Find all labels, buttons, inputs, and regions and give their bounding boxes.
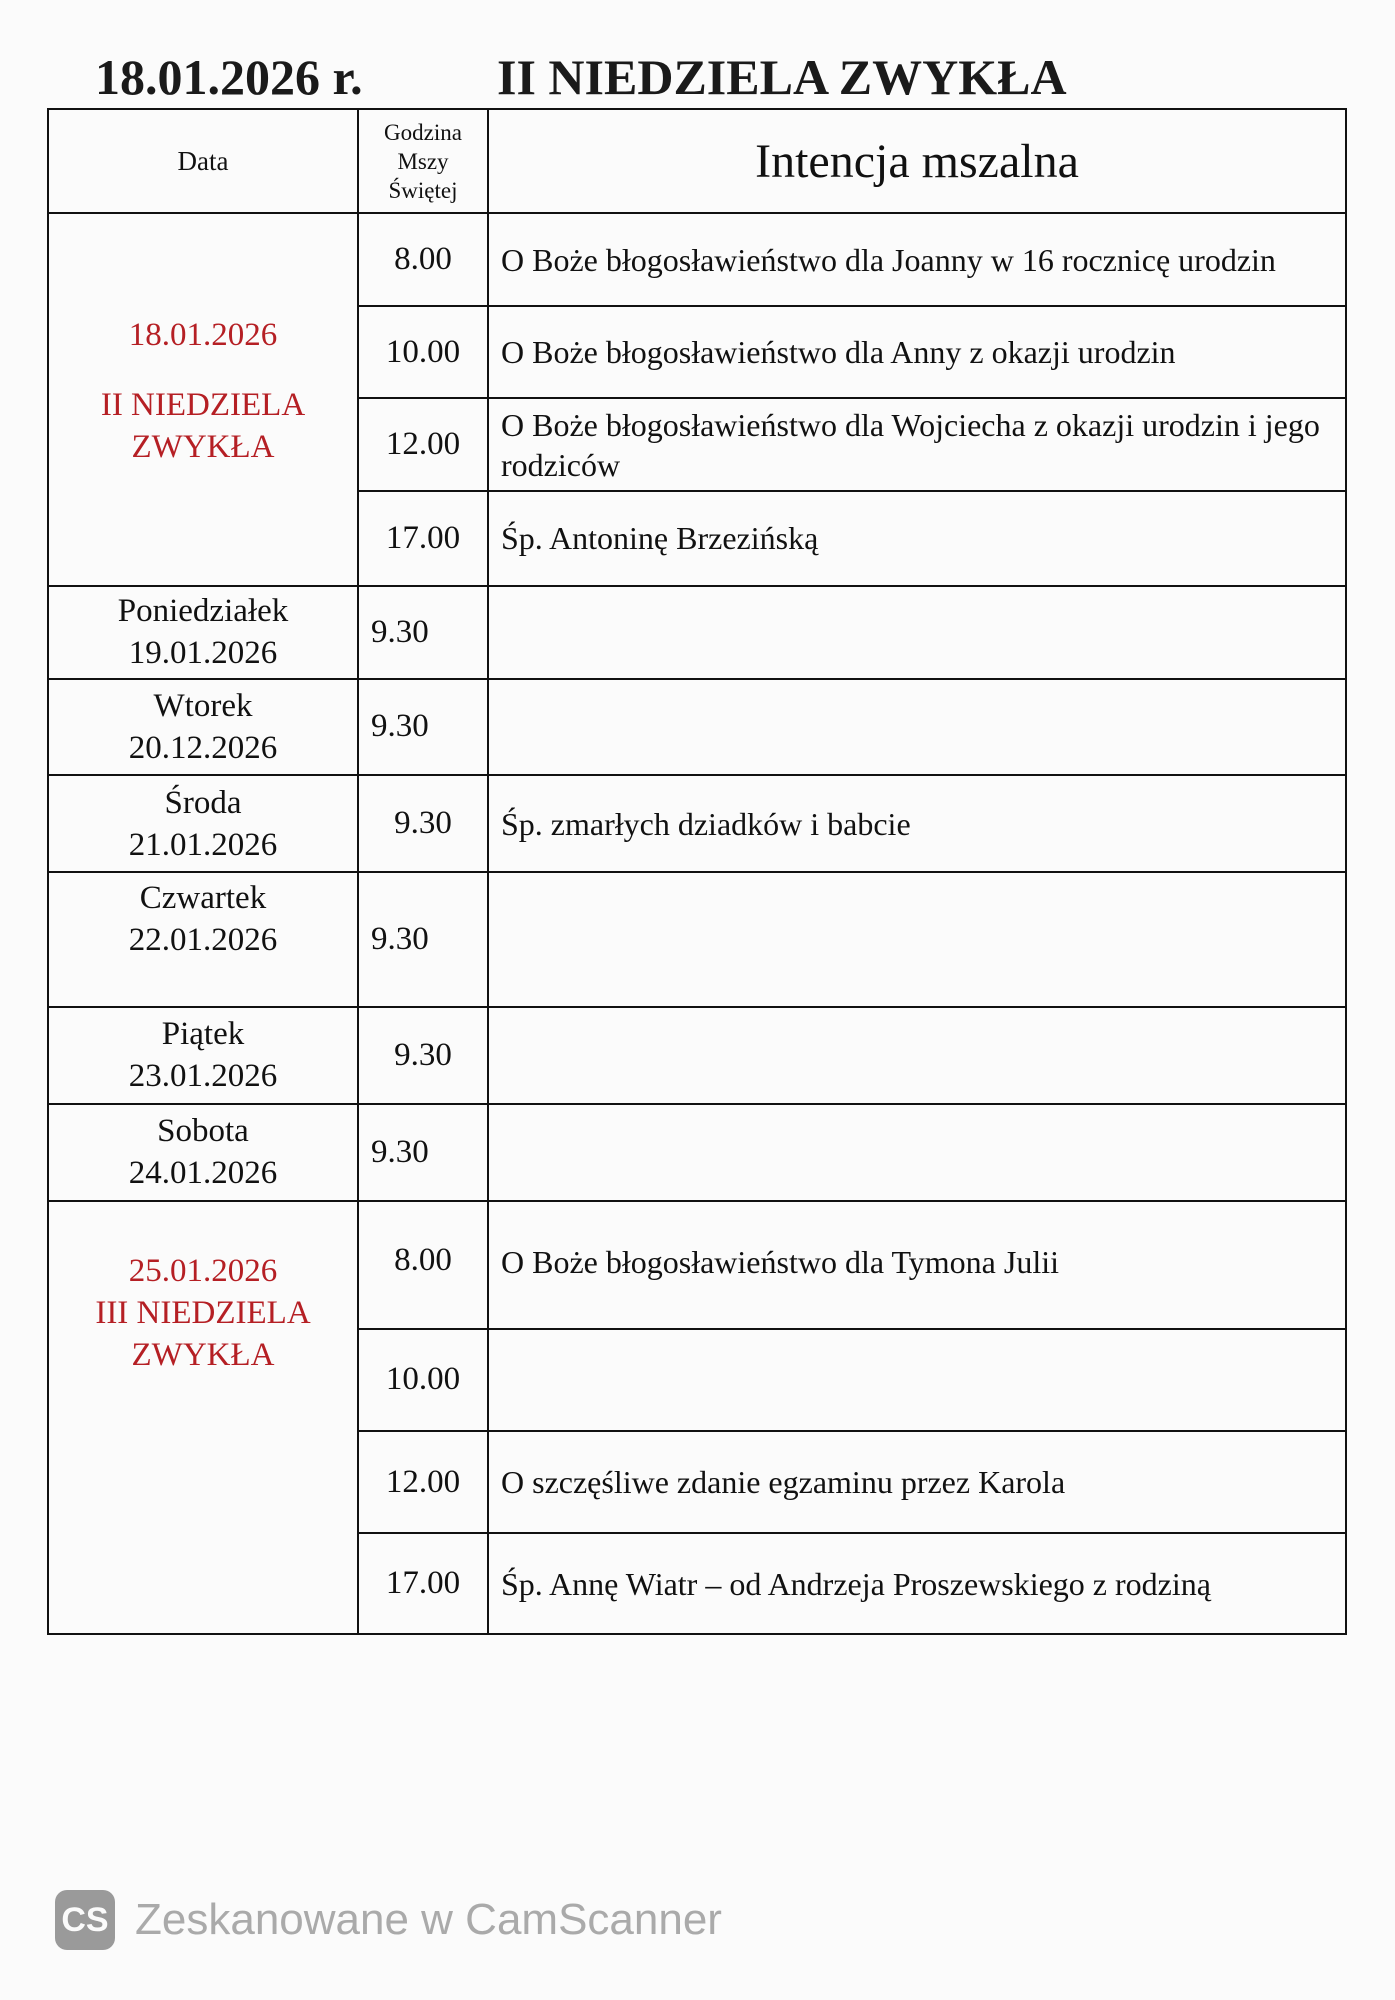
weekday-date: 22.01.2026 [128,922,278,959]
mass-time: 9.30 [358,775,488,872]
mass-time: 12.00 [358,1431,488,1533]
mass-time: 17.00 [358,491,488,586]
table-row [48,1104,1346,1201]
mass-intention [488,1329,1346,1431]
sunday2-date-cell [48,1201,358,1634]
col-header-time-line2: Mszy [397,148,449,174]
weekday-name: Środa [164,784,242,821]
weekday-name: Sobota [157,1113,249,1150]
weekday-date-cell [48,679,358,775]
col-header-time-line3: Świętej [388,177,458,203]
mass-time: 9.30 [358,1104,488,1201]
mass-time: 9.30 [358,872,488,1007]
weekday-date: 24.01.2026 [128,1155,278,1192]
weekday-date: 20.12.2026 [128,729,278,766]
mass-intention [488,1104,1346,1201]
sunday2-name-line1: III NIEDZIELA [95,1294,311,1331]
mass-time: 12.00 [358,398,488,490]
weekday-date-cell [48,1007,358,1103]
camscanner-logo-icon: CS [55,1890,115,1950]
weekday-name: Poniedziałek [117,593,289,630]
weekday-name: Piątek [161,1016,245,1053]
col-header-intention: Intencja mszalna [488,109,1346,213]
mass-intention: O Boże błogosławieństwo dla Wojciecha z okazji urodzin i jego rodziców [488,398,1346,490]
weekday-date: 21.01.2026 [128,826,278,863]
mass-intention: Śp. Antoninę Brzezińską [488,491,1346,586]
col-header-date: Data [48,109,358,213]
sunday1-date-cell [48,213,358,586]
weekday-name: Czwartek [139,880,267,917]
sunday1-name-line1: II NIEDZIELA [100,387,306,424]
table-row [48,872,1346,1007]
header-title: II NIEDZIELA ZWYKŁA [497,49,1067,105]
mass-time: 9.30 [358,1007,488,1103]
table-row [48,1007,1346,1103]
mass-time: 10.00 [358,306,488,398]
mass-time: 8.00 [358,213,488,305]
page-header [95,48,1155,106]
mass-time: 10.00 [358,1329,488,1431]
mass-time: 9.30 [358,586,488,678]
mass-intention: O Boże błogosławieństwo dla Joanny w 16 rocznicę urodzin [488,213,1346,305]
weekday-date: 19.01.2026 [128,635,278,672]
mass-intention [488,1007,1346,1103]
weekday-date-cell [48,1104,358,1201]
mass-time: 9.30 [358,679,488,775]
sunday1-date: 18.01.2026 [128,317,278,354]
mass-time: 17.00 [358,1533,488,1634]
mass-intention [488,586,1346,678]
weekday-date-cell [48,872,358,1007]
table-row [48,1201,1346,1329]
mass-intention: O Boże błogosławieństwo dla Anny z okazji urodzin [488,306,1346,398]
weekday-date-cell [48,775,358,872]
sunday2-name-line2: ZWYKŁA [131,1336,275,1373]
sunday2-date: 25.01.2026 [128,1252,278,1289]
table-row [48,679,1346,775]
mass-intention [488,872,1346,1007]
mass-intention: Śp. Annę Wiatr – od Andrzeja Proszewskiego z rodziną [488,1533,1346,1634]
table-row [48,213,1346,305]
col-header-time-line1: Godzina [384,119,462,145]
col-header-time [358,109,488,213]
header-date: 18.01.2026 r. [95,49,363,105]
weekday-date: 23.01.2026 [128,1058,278,1095]
mass-time: 8.00 [358,1201,488,1329]
mass-intention: O szczęśliwe zdanie egzaminu przez Karola [488,1431,1346,1533]
table-header-row [48,109,1346,213]
weekday-name: Wtorek [153,687,253,724]
mass-intention: Śp. zmarłych dziadków i babcie [488,775,1346,872]
watermark-text: Zeskanowane w CamScanner [135,1895,722,1944]
sunday1-name-line2: ZWYKŁA [131,429,275,466]
table-row [48,775,1346,872]
mass-intentions-table [47,108,1347,1635]
table-row [48,586,1346,678]
mass-intention [488,679,1346,775]
weekday-date-cell [48,586,358,678]
mass-intention: O Boże błogosławieństwo dla Tymona Julii [488,1201,1346,1329]
scanner-watermark [55,1888,722,1952]
